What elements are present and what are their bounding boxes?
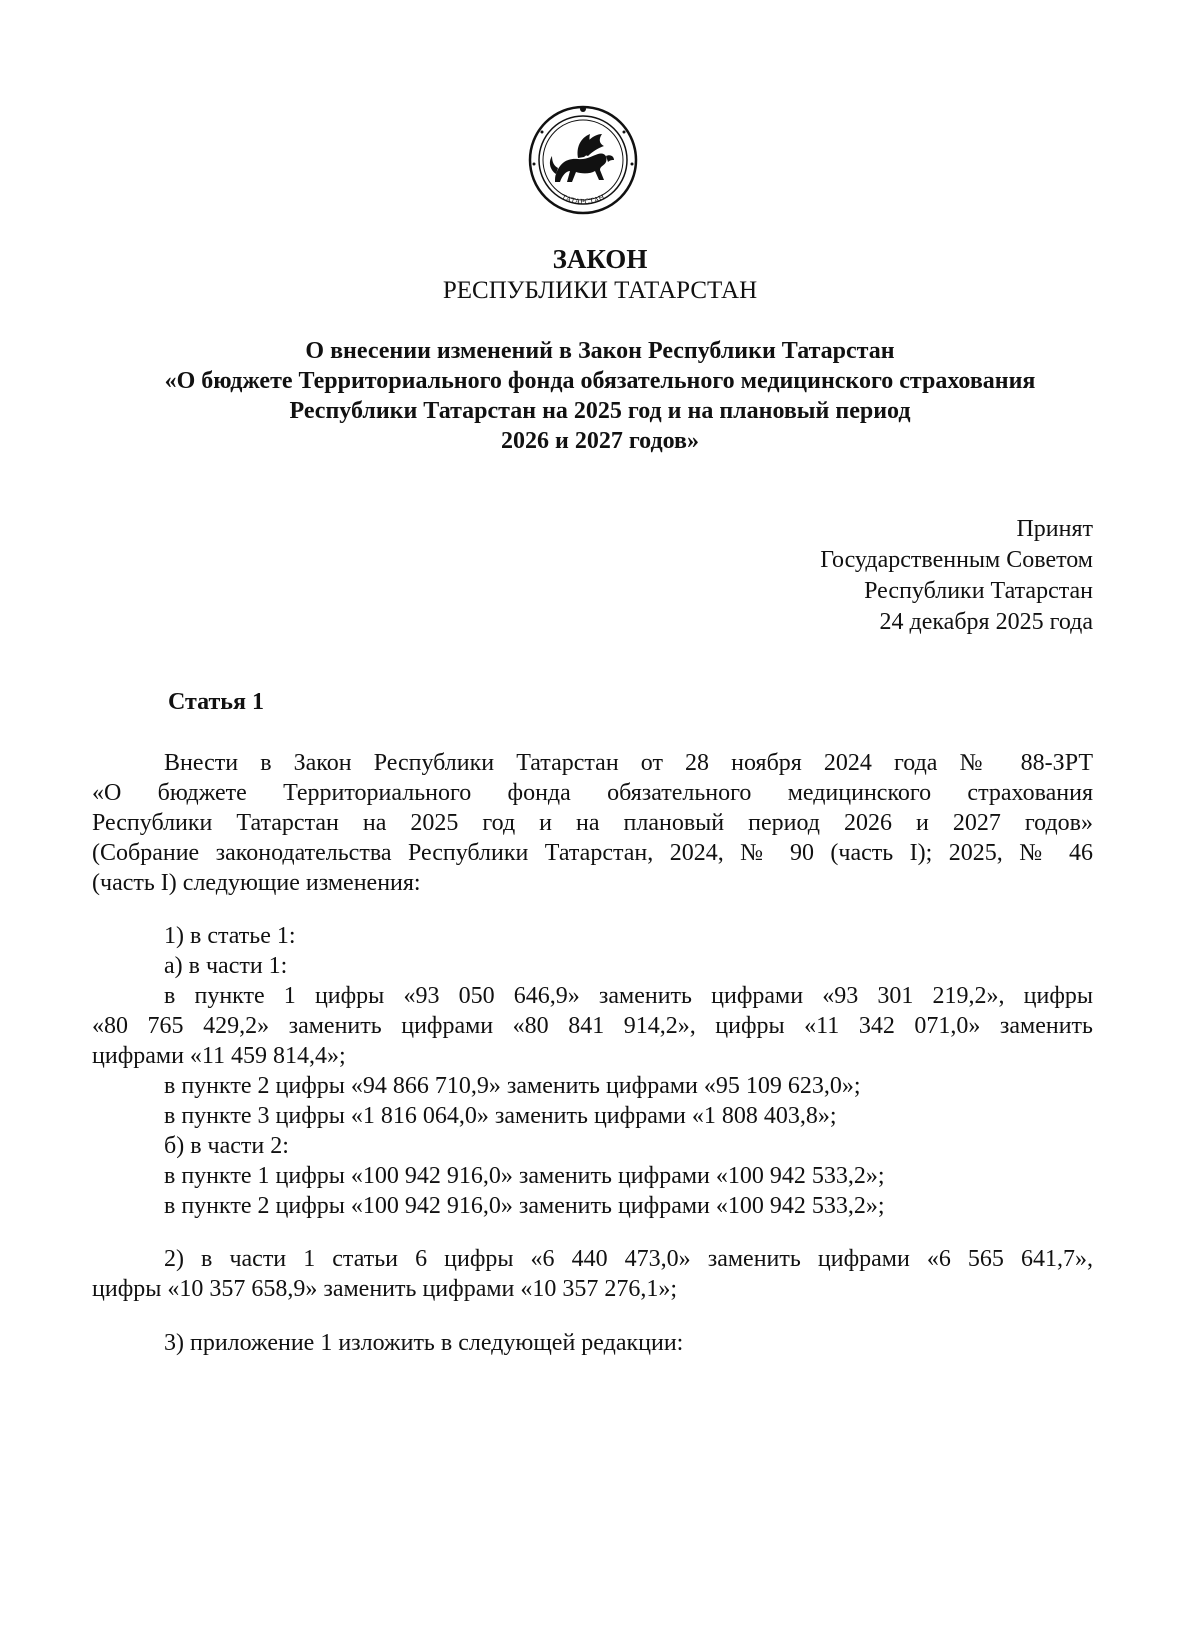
- paragraph-line: в пункте 2 цифры «100 942 916,0» заменить цифрами «100 942 533,2»;: [164, 1193, 885, 1219]
- amendment-item-1: [92, 921, 1093, 1221]
- paragraph-line: а) в части 1:: [164, 953, 288, 979]
- amendment-item-2: [92, 1244, 1093, 1304]
- paragraph-line: (Собрание законодательства Республики Татарстан, 2024, № 90 (часть I); 2025, № 46: [92, 840, 1093, 866]
- paragraph-line: б) в части 2:: [164, 1133, 289, 1159]
- paragraph-line: Внести в Закон Республики Татарстан от 28 ноября 2024 года № 88-ЗРТ: [164, 750, 1093, 776]
- law-name-line: О внесении изменений в Закон Республики Татарстан: [305, 338, 895, 364]
- law-subtitle: РЕСПУБЛИКИ ТАТАРСТАН: [442, 277, 758, 304]
- paragraph-line: цифры «10 357 658,9» заменить цифрами «10 357 276,1»;: [92, 1276, 678, 1302]
- tatarstan-emblem-icon: [522, 104, 644, 216]
- adoption-line: Государственным Советом: [820, 547, 1093, 573]
- law-name-line: 2026 и 2027 годов»: [501, 428, 699, 454]
- paragraph-line: 1) в статье 1:: [164, 923, 296, 949]
- paragraph-line: цифрами «11 459 814,4»;: [92, 1043, 346, 1069]
- paragraph-line: 3) приложение 1 изложить в следующей редакции:: [164, 1330, 684, 1356]
- adoption-date: 24 декабря 2025 года: [879, 609, 1093, 635]
- paragraph-line: в пункте 1 цифры «93 050 646,9» заменить цифрами «93 301 219,2», цифры: [164, 983, 1093, 1009]
- adoption-line: Принят: [1016, 516, 1093, 542]
- law-name: [0, 336, 1200, 456]
- paragraph-line: в пункте 2 цифры «94 866 710,9» заменить цифрами «95 109 623,0»;: [164, 1073, 861, 1099]
- adoption-block: [820, 514, 1093, 638]
- article-intro: [92, 748, 1093, 898]
- paragraph-line: Республики Татарстан на 2025 год и на плановый период 2026 и 2027 годов»: [92, 810, 1093, 836]
- law-name-line: «О бюджете Территориального фонда обязательного медицинского страхования: [164, 368, 1036, 394]
- law-title: ЗАКОН: [552, 244, 648, 274]
- adoption-line: Республики Татарстан: [864, 578, 1093, 604]
- paragraph-line: (часть I) следующие изменения:: [92, 870, 421, 896]
- paragraph-line: в пункте 3 цифры «1 816 064,0» заменить цифрами «1 808 403,8»;: [164, 1103, 837, 1129]
- law-name-line: Республики Татарстан на 2025 год и на плановый период: [289, 398, 911, 424]
- emblem-caption: ТАТАРСТАН: [560, 193, 606, 207]
- paragraph-line: 2) в части 1 статьи 6 цифры «6 440 473,0» заменить цифрами «6 565 641,7»,: [164, 1246, 1093, 1272]
- paragraph-line: «О бюджете Территориального фонда обязательного медицинского страхования: [92, 780, 1093, 806]
- amendment-item-3: [92, 1328, 1093, 1358]
- paragraph-line: «80 765 429,2» заменить цифрами «80 841 914,2», цифры «11 342 071,0» заменить: [92, 1013, 1093, 1039]
- paragraph-line: в пункте 1 цифры «100 942 916,0» заменить цифрами «100 942 533,2»;: [164, 1163, 885, 1189]
- article-heading: Статья 1: [168, 689, 264, 715]
